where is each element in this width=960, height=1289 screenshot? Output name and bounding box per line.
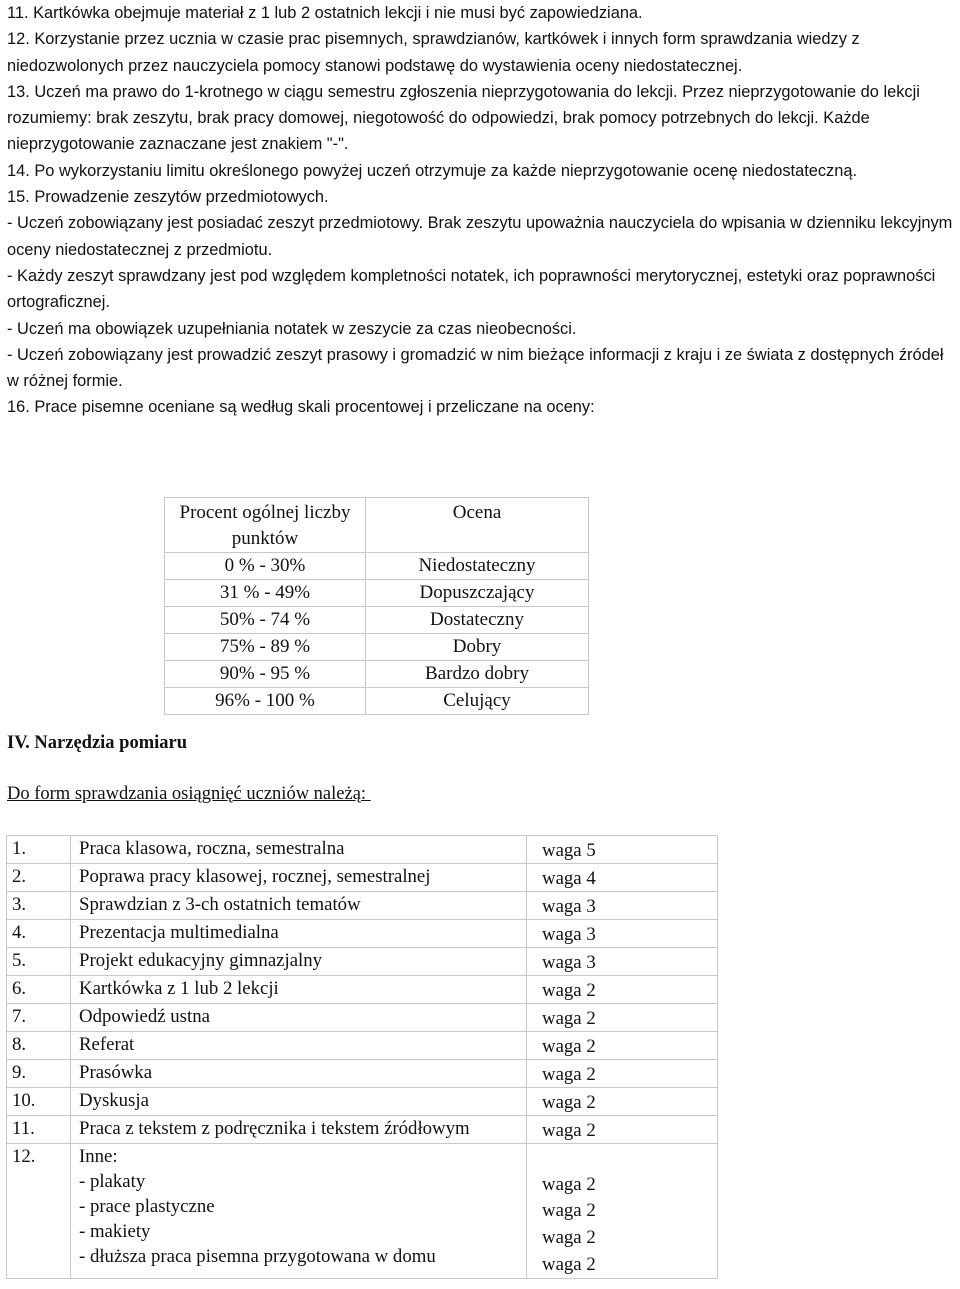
table-row — [7, 1004, 718, 1032]
row-number: 1. — [7, 836, 71, 864]
table-row — [165, 607, 589, 634]
assessment-form: Sprawdzian z 3-ch ostatnich tematów — [71, 892, 527, 920]
section-subtitle: Do form sprawdzania osiągnięć uczniów należą: — [7, 784, 371, 804]
table-row-other — [7, 1144, 718, 1279]
assessment-form: Dyskusja — [71, 1088, 527, 1116]
percent-range: 50% - 74 % — [165, 607, 366, 634]
assessment-form: Prezentacja multimedialna — [71, 920, 527, 948]
percent-range: 90% - 95 % — [165, 661, 366, 688]
other-item: - dłuższa praca pisemna przygotowana w domu — [79, 1246, 436, 1267]
grade-name: Celujący — [366, 688, 589, 715]
row-number: 8. — [7, 1032, 71, 1060]
table-row — [7, 976, 718, 1004]
grading-scale-table — [164, 497, 589, 715]
rule-15: 15. Prowadzenie zeszytów przedmiotowych. — [7, 188, 329, 207]
assessment-form: Poprawa pracy klasowej, rocznej, semestralnej — [71, 864, 527, 892]
assessment-weight: waga 2 — [527, 1032, 718, 1060]
weight-spacer — [542, 1146, 717, 1172]
assessment-form: Odpowiedź ustna — [71, 1004, 527, 1032]
grade-name: Dostateczny — [366, 607, 589, 634]
rule-15-notebook-checked: - Każdy zeszyt sprawdzany jest pod względem kompletności notatek, ich poprawności merytorycznej, estetyki oraz poprawności ortograficznej. — [7, 266, 936, 312]
row-number: 7. — [7, 1004, 71, 1032]
percent-range: 96% - 100 % — [165, 688, 366, 715]
table-row — [165, 688, 589, 715]
table-row — [165, 553, 589, 580]
assessment-weights-table — [6, 835, 718, 1279]
row-number: 6. — [7, 976, 71, 1004]
table-row — [165, 634, 589, 661]
assessment-weight: waga 3 — [527, 948, 718, 976]
table-row — [7, 1116, 718, 1144]
rule-13: 13. Uczeń ma prawo do 1-krotnego w ciągu semestru zgłoszenia nieprzygotowania do lekcji. Przez nieprzygotowanie do lekcji rozumiemy: brak zeszytu, brak pracy domowej, niegotowość do odpowiedzi, brak pomocy potrzebnych do lekcji. Każde nieprzygotowanie zaznaczane jest znakiem "-". — [7, 82, 920, 154]
assessment-weight: waga 4 — [527, 864, 718, 892]
percent-header: Procent ogólnej liczby punktów — [165, 498, 366, 553]
rule-14: 14. Po wykorzystaniu limitu określonego powyżej uczeń otrzymuje za każde nieprzygotowanie ocenę niedostateczną. — [7, 161, 858, 180]
row-number: 12. — [7, 1144, 71, 1279]
assessment-form: Prasówka — [71, 1060, 527, 1088]
other-weight: waga 2 — [542, 1200, 596, 1222]
grade-name: Niedostateczny — [366, 553, 589, 580]
other-label: Inne: — [79, 1146, 118, 1167]
grade-name: Bardzo dobry — [366, 661, 589, 688]
row-number: 9. — [7, 1060, 71, 1088]
percent-range: 31 % - 49% — [165, 580, 366, 607]
row-number: 3. — [7, 892, 71, 920]
other-item: - plakaty — [79, 1171, 146, 1192]
percent-range: 75% - 89 % — [165, 634, 366, 661]
assessment-weight: waga 3 — [527, 920, 718, 948]
rule-12: 12. Korzystanie przez ucznia w czasie prac pisemnych, sprawdzianów, kartkówek i innych form sprawdzania wiedzy z niedozwolonych przez nauczyciela pomocy stanowi podstawę do wystawienia oceny niedostatecznej. — [7, 30, 860, 75]
other-item: - makiety — [79, 1221, 151, 1242]
row-number: 5. — [7, 948, 71, 976]
rule-11: 11. Kartkówka obejmuje materiał z 1 lub 2 ostatnich lekcji i nie musi być zapowiedziana. — [7, 4, 643, 22]
table-row — [165, 580, 589, 607]
assessment-weight: waga 2 — [527, 1060, 718, 1088]
assessment-weight-other — [527, 1144, 718, 1279]
row-number: 4. — [7, 920, 71, 948]
table-row — [7, 892, 718, 920]
row-number: 10. — [7, 1088, 71, 1116]
rule-15-press-notebook: - Uczeń zobowiązany jest prowadzić zeszyt prasowy i gromadzić w nim bieżące informacji z kraju i ze świata z dostępnych źródeł w różnej formie. — [7, 345, 944, 391]
other-weight: waga 2 — [542, 1226, 596, 1248]
row-number: 11. — [7, 1116, 71, 1144]
assessment-weight: waga 2 — [527, 976, 718, 1004]
grading-scale-header — [165, 498, 589, 553]
other-weight: waga 2 — [542, 1253, 596, 1275]
grade-name: Dopuszczający — [366, 580, 589, 607]
assessment-form: Projekt edukacyjny gimnazjalny — [71, 948, 527, 976]
document-body — [7, 0, 955, 421]
table-row — [7, 948, 718, 976]
assessment-weight: waga 2 — [527, 1116, 718, 1144]
assessment-form: Praca z tekstem z podręcznika i tekstem źródłowym — [71, 1116, 527, 1144]
table-row — [7, 1060, 718, 1088]
grade-header: Ocena — [366, 498, 589, 553]
section-title: IV. Narzędzia pomiaru — [7, 733, 188, 753]
table-row — [7, 836, 718, 864]
percent-range: 0 % - 30% — [165, 553, 366, 580]
rule-15-absence-notes: - Uczeń ma obowiązek uzupełniania notatek w zeszycie za czas nieobecności. — [7, 319, 577, 338]
table-row — [165, 661, 589, 688]
assessment-weight: waga 2 — [527, 1088, 718, 1116]
grade-name: Dobry — [366, 634, 589, 661]
assessment-weight: waga 2 — [527, 1004, 718, 1032]
assessment-form: Referat — [71, 1032, 527, 1060]
assessment-weight: waga 5 — [527, 836, 718, 864]
rule-15-notebook-required: - Uczeń zobowiązany jest posiadać zeszyt przedmiotowy. Brak zeszytu upoważnia nauczyciela do wpisania w dzienniku lekcyjnym oceny niedostatecznej z przedmiotu. — [7, 214, 953, 259]
table-row — [7, 920, 718, 948]
assessment-form-other — [71, 1144, 527, 1279]
rule-16: 16. Prace pisemne oceniane są według skali procentowej i przeliczane na oceny: — [7, 398, 595, 417]
assessment-form: Praca klasowa, roczna, semestralna — [71, 836, 527, 864]
row-number: 2. — [7, 864, 71, 892]
assessment-form: Kartkówka z 1 lub 2 lekcji — [71, 976, 527, 1004]
table-row — [7, 1032, 718, 1060]
assessment-weight: waga 3 — [527, 892, 718, 920]
other-weight: waga 2 — [542, 1173, 596, 1195]
table-row — [7, 1088, 718, 1116]
other-item: - prace plastyczne — [79, 1196, 215, 1217]
table-row — [7, 864, 718, 892]
